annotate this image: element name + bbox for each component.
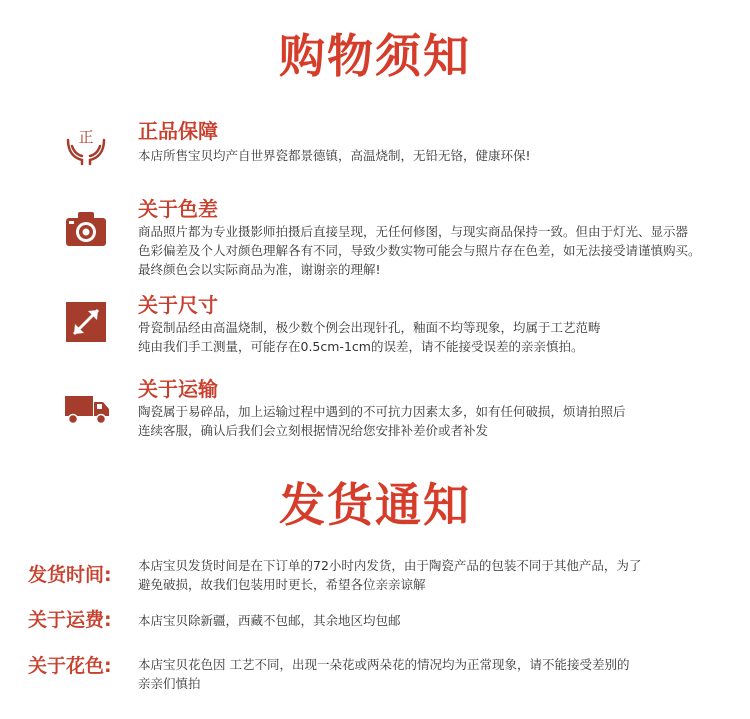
section-desc	[138, 222, 738, 279]
shipping-notice-title: 发货通知	[279, 478, 471, 532]
desc-line: 纯由我们手工测量，可能存在0.5cm-1cm的误差，请不能接受误差的亲亲慎拍。	[138, 339, 584, 354]
shipping-line: 避免破损，故我们包装用时更长，希望各位亲亲谅解	[138, 577, 426, 592]
desc-line: 陶瓷属于易碎品，加上运输过程中遇到的不可抗力因素太多，如有任何破损，烦请拍照后	[138, 404, 626, 419]
section-heading: 关于运输	[138, 377, 218, 401]
desc-line: 商品照片都为专业摄影师拍摄后直接呈现，无任何修图，与现实商品保持一致。但由于灯光、显示器	[138, 224, 689, 239]
shipping-line: 本店宝贝发货时间是在下订单的72小时内发货，由于陶瓷产品的包装不同于其他产品，为了	[138, 558, 642, 573]
desc-line: 骨瓷制品经由高温烧制，极少数个例会出现针孔，釉面不均等现象，均属于工艺范畴	[138, 320, 601, 335]
zheng-hands-icon	[62, 120, 110, 168]
shipping-label: 关于运费:	[28, 609, 112, 631]
resize-arrow-icon	[62, 298, 110, 346]
shipping-line: 本店宝贝除新疆，西藏不包邮，其余地区均包邮	[138, 613, 401, 628]
icon-char: 正	[78, 128, 94, 146]
section-heading: 关于尺寸	[138, 293, 218, 317]
desc-line: 色彩偏差及个人对颜色理解各有不同，导致少数实物可能会与照片存在色差，如无法接受请谨慎购买。	[138, 243, 701, 258]
section-desc	[138, 146, 738, 165]
shipping-label: 关于花色:	[28, 655, 112, 677]
truck-icon	[62, 384, 112, 432]
section-heading: 关于色差	[138, 197, 218, 221]
shipping-line: 亲亲们慎拍	[138, 676, 201, 691]
camera-icon	[62, 204, 110, 252]
desc-line: 最终颜色会以实际商品为准，谢谢亲的理解!	[138, 262, 381, 277]
shipping-label: 发货时间:	[28, 564, 112, 586]
desc-line: 本店所售宝贝均产自世界瓷都景德镇，高温烧制，无铅无铬，健康环保!	[138, 148, 531, 163]
section-desc	[138, 318, 738, 356]
shipping-text	[138, 556, 728, 594]
purchase-notice-title: 购物须知	[279, 29, 471, 83]
shipping-text	[138, 611, 728, 630]
shipping-text	[138, 655, 728, 693]
section-desc	[138, 402, 738, 440]
section-heading: 正品保障	[138, 119, 218, 143]
shipping-line: 本店宝贝花色因 工艺不同，出现一朵花或两朵花的情况均为正常现象，请不能接受差别的	[138, 657, 630, 672]
desc-line: 连续客服，确认后我们会立刻根据情况给您安排补差价或者补发	[138, 423, 489, 438]
